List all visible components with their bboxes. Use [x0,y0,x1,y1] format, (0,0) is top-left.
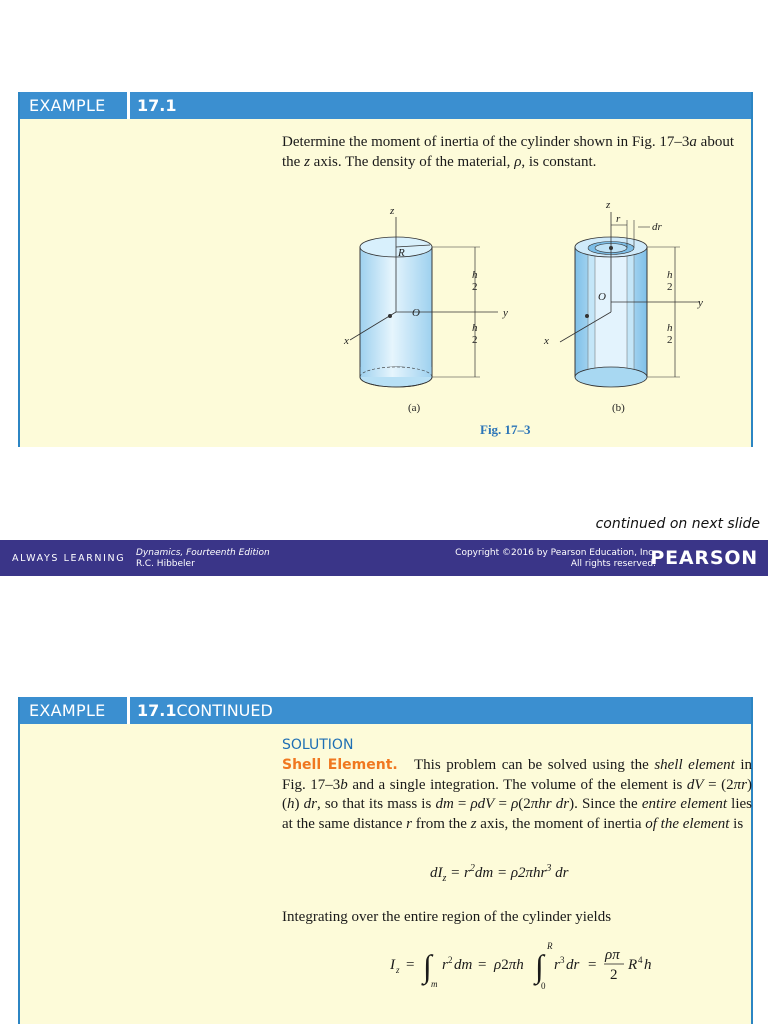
rights-text: All rights reserved. [570,559,656,569]
book-info [136,548,270,570]
example-header-continued [20,697,751,724]
always-learning-text: ALWAYS LEARNING [12,553,126,564]
axis-y-label-b: y [698,297,703,309]
figure-caption: Fig. 17–3 [480,422,531,437]
problem-statement: Determine the moment of inertia of the cylinder shown in Fig. 17–3a about the z axis. The density of the material, ρ, is constant. [282,134,734,170]
svg-text:m: m [431,979,438,989]
svg-text:∫: ∫ [535,948,544,984]
header-divider [127,92,130,119]
h-label-a-bottom: h [472,322,478,334]
radius-label: R [398,247,405,259]
svg-text:ρ2πh: ρ2πh [494,957,524,973]
svg-text:0: 0 [541,981,546,991]
book-author: R.C. Hibbeler [136,559,195,569]
label-b: (b) [612,402,625,414]
book-title: Dynamics, Fourteenth Edition [136,548,270,558]
two-label-b-top: 2 [667,281,673,293]
r-label: r [616,213,621,225]
svg-text:2: 2 [448,955,453,965]
continued-note: continued on next slide [595,516,760,532]
svg-text:h: h [644,957,652,973]
example-panel [18,92,753,447]
copyright-text: Copyright ©2016 by Pearson Education, Inc. [455,548,656,558]
svg-text:∫: ∫ [423,948,432,984]
svg-text:2: 2 [610,967,618,983]
cylinder-a [350,217,498,387]
svg-text:=: = [588,957,597,973]
equation-dIz: $dI_z = r^2dm = \rho 2\pi hr^3$ dr [430,863,569,884]
two-label-a-bottom: 2 [472,334,478,346]
integrating-text: Integrating over the entire region of the cylinder yields [282,909,612,925]
axis-x-label-b: x [544,335,549,347]
solution-heading: SOLUTION [282,737,354,753]
header-divider [127,697,130,724]
solution-paragraph: Shell Element. This problem can be solved using the shell element in Fig. 17–3b and a single integration. The volume of the element is dV = (2πr)(h) dr, so that its mass is dm = ρdV = ρ(2πhr dr). Since the entire element lies at the same distance r from the z axis, the moment of inertia of the element is [282,757,753,832]
cylinder-b [560,212,700,387]
svg-text:R: R [547,941,553,951]
label-a: (a) [408,402,421,414]
svg-text:I: I [390,957,395,973]
copyright-info [455,548,656,570]
svg-text:4: 4 [638,955,643,965]
example-label: EXAMPLE [29,96,106,115]
origin-label-a: O [412,307,420,319]
svg-text:3: 3 [560,955,565,965]
svg-text:z: z [396,965,400,975]
equation-Iz [390,937,690,997]
shell-element-label: Shell Element. [282,757,398,773]
h-label-a-top: h [472,269,478,281]
axis-x-label-a: x [344,335,349,347]
slide-2 [0,576,768,1024]
axis-z-label-b: z [606,199,611,211]
axis-z-label-a: z [390,205,395,217]
example-header [20,92,751,119]
dr-label: dr [652,221,662,233]
svg-text:r: r [554,957,560,973]
pearson-logo: PEARSON [650,547,758,569]
svg-text:=: = [406,957,415,973]
svg-text:=: = [478,957,487,973]
two-label-b-bottom: 2 [667,334,673,346]
svg-text:r: r [442,957,448,973]
h-label-b-bottom: h [667,322,673,334]
cylinder-figure [320,192,720,427]
footer-bar [0,540,768,576]
example-label: EXAMPLE [29,701,106,720]
axis-y-label-a: y [503,307,508,319]
svg-text:R: R [628,957,638,973]
example-number: 17.1CONTINUED [137,701,273,720]
origin-label-b: O [598,291,606,303]
continued-label: CONTINUED [176,701,273,720]
svg-text:dr: dr [566,957,580,973]
example-panel-continued [18,697,753,1024]
h-label-b-top: h [667,269,673,281]
example-number: 17.1 [137,96,177,115]
svg-text:ρπ: ρπ [605,947,620,963]
two-label-a-top: 2 [472,281,478,293]
svg-text:dm: dm [454,957,473,973]
